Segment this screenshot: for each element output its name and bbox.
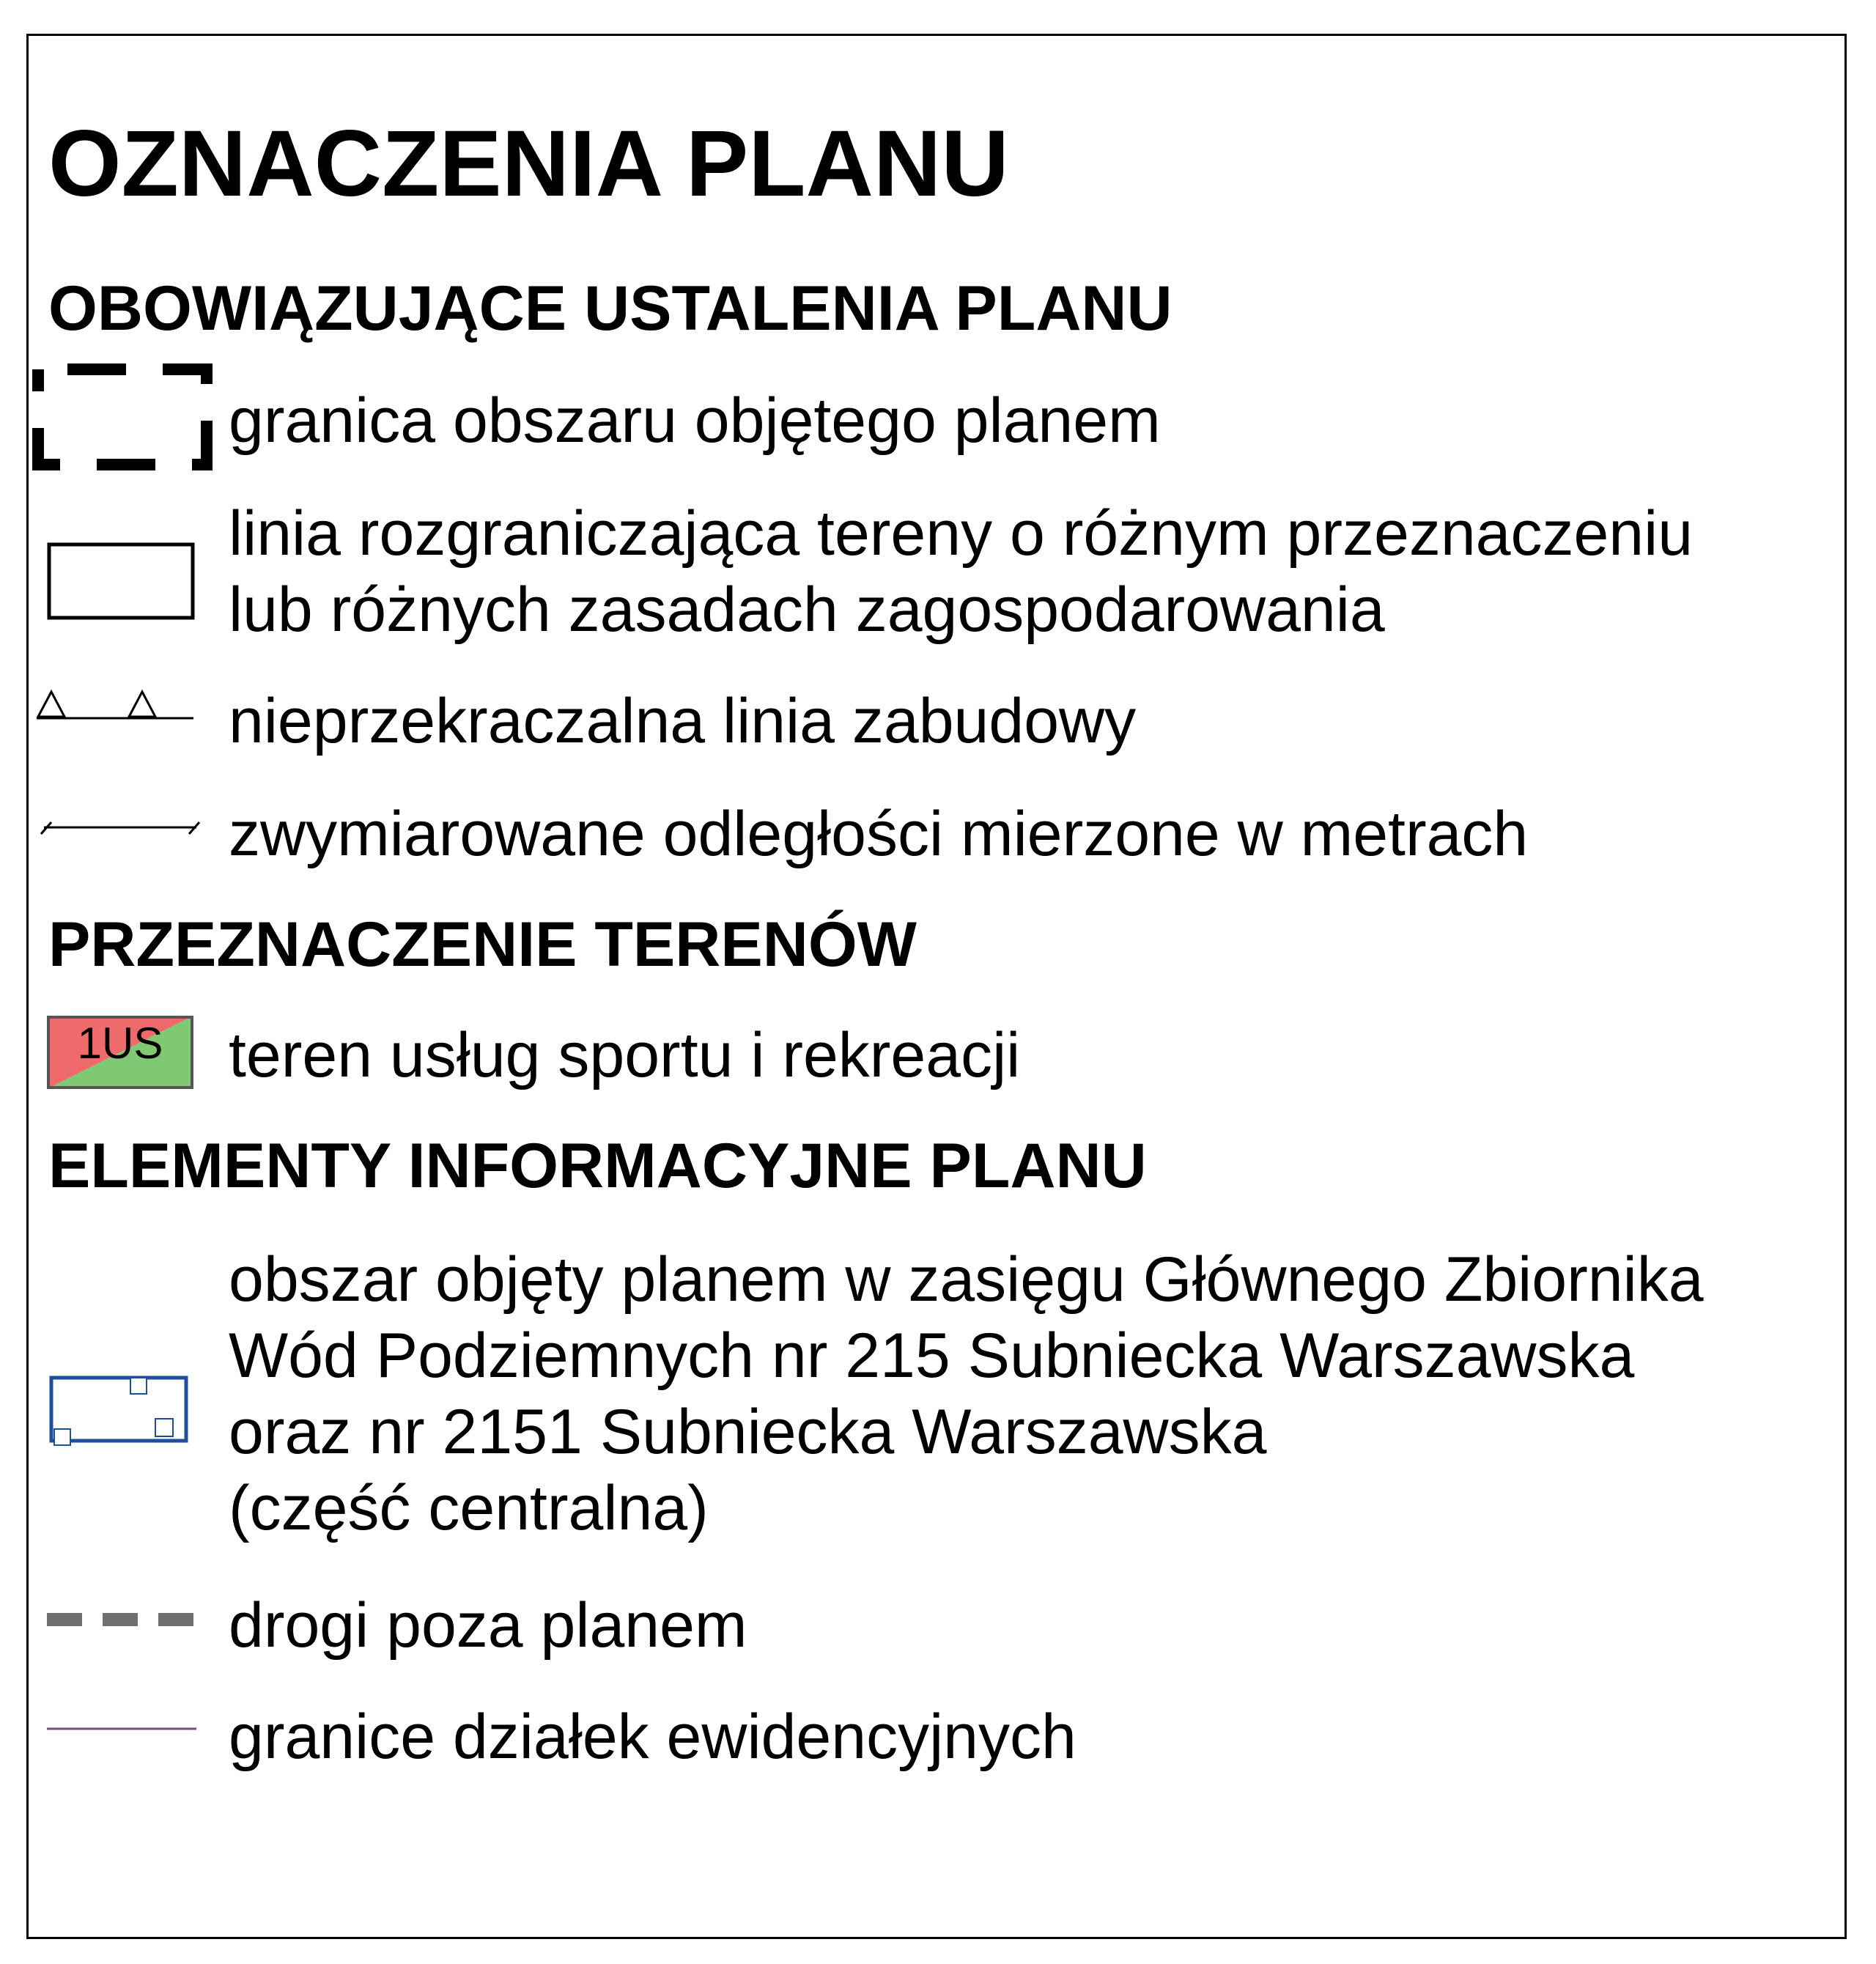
rectangle-outline-icon xyxy=(47,542,195,620)
purple-line-icon xyxy=(47,1727,196,1731)
legend-item-boundary: granica obszaru objętego planem xyxy=(229,385,1161,456)
us-zone-label: 1US xyxy=(77,1019,163,1068)
dashed-boundary-icon xyxy=(32,363,213,470)
legend-item-groundwater-line3: oraz nr 2151 Subniecka Warszawska xyxy=(229,1397,1267,1467)
legend-title: OZNACZENIA PLANU xyxy=(48,111,1009,216)
legend-item-groundwater-line2: Wód Podziemnych nr 215 Subniecka Warszawska xyxy=(229,1321,1635,1391)
heading-binding: OBOWIĄZUJĄCE USTALENIA PLANU xyxy=(48,273,1172,344)
legend-item-dimensions: zwymiarowane odległości mierzone w metrach xyxy=(229,799,1529,869)
legend-item-roads: drogi poza planem xyxy=(229,1590,747,1661)
legend-item-building-line: nieprzekraczalna linia zabudowy xyxy=(229,686,1137,756)
legend-item-demarcation-line1: linia rozgraniczająca tereny o różnym przeznaczeniu xyxy=(229,498,1694,569)
heading-info: ELEMENTY INFORMACYJNE PLANU xyxy=(48,1131,1147,1201)
gray-dashed-road-icon xyxy=(47,1611,196,1628)
legend-item-groundwater-line4: (część centralna) xyxy=(229,1473,709,1543)
heading-land-use: PRZEZNACZENIE TERENÓW xyxy=(48,909,917,980)
triangle-line-icon xyxy=(35,686,196,723)
legend-item-demarcation-line2: lub różnych zasadach zagospodarowania xyxy=(229,575,1385,645)
legend-item-groundwater-line1: obszar objęty planem w zasięgu Głównego Zbiornika xyxy=(229,1244,1704,1315)
legend-item-sport-recreation: teren usług sportu i rekreacji xyxy=(229,1020,1021,1090)
groundwater-zone-icon xyxy=(48,1375,195,1448)
legend-item-parcels: granice działek ewidencyjnych xyxy=(229,1702,1077,1772)
dimension-line-icon xyxy=(40,816,201,838)
us-zone-icon xyxy=(47,1016,193,1089)
